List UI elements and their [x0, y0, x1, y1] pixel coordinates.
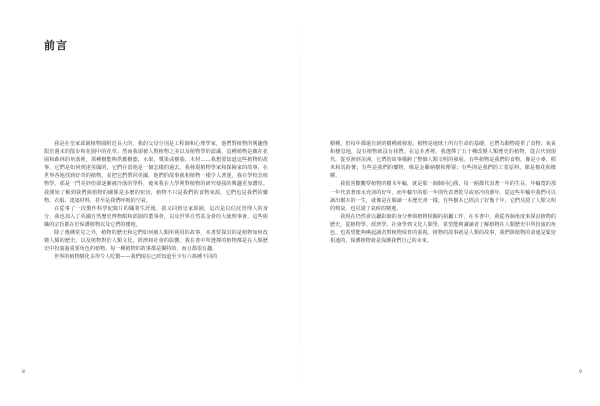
paragraph: 我是在皇家邱園植物園附近長大的，我的父母分別是工程師和心理學家，他們對植物的興趣僅限於週末的散步和花園中的花草。然而我卻被人對植物之美以及植物學的認識，這種植物是藏在花園和森林的角落裡，那種樹能夠供應樹蔭、水果、漿果或樹脂，木材……我想要知道這些植物的故事，它們是如何到達英國的，它們在當地是一個怎樣的過去。我發現植物學家和探險家的故事，在世界各地找到好奇的植物，並把它們帶回英國，他們的故事就和植物一樣令人著迷。我在學校念植物學，那是一門美妙但卻逐漸被冷落的學科，後來我在大學裡對植物的研究使我的興趣更加濃厚。我開始了解到我們與植物的關係是多麼的密切，植物不只是我們的食物來源，它們也是我們的藥物、衣服、建築材料，甚至是我們呼吸的空氣。	[44, 141, 268, 204]
paragraph: 除了幾種常見之外，植物的歷史和它們如何被人類所利用的故事，本書要探討的是植物如何改變人類的歷史，以及植物對於人類文化、經濟和社會的影響。我在書中所選擇的植物都是在人類歷史中扮演過重要角色的植物，每一種植物的故事都是獨特的，而且都很有趣。	[44, 230, 268, 253]
right-page	[300, 0, 600, 406]
page-number-left: 8	[22, 370, 25, 375]
paragraph: 我很喜歡觀察植物的樹木年輪，就是那一個個同心圓，每一圈都代表著一年的生長，年輪寬的那一年代表著雨水充沛的好年，而年輪窄的那一年則代表著乾旱或寒冷的壞年。從這些年輪中我們可以讀出樹木的一生，就像是在閱讀一本歷史書一樣。有些樹木已經活了好幾千年，它們見證了人類文明的興衰，也見證了氣候的變遷。	[330, 181, 556, 212]
paragraph: 樹種，但每年都還有新的樹種被發現。植物是地球上所有生命的基礎，它們為動物提供了食物、氧氣和棲息地，沒有植物就沒有我們。在這本書裡，我選擇了五十種改變人類歷史的植物，從古代到現代，從亞洲到美洲，它們的故事橫跨了整個人類文明的發展。有些植物是我們的食物，像是小麥、稻米和馬鈴薯；有些是我們的藥物，像是金雞納樹和罌粟；有些則是我們的工業原料，像是棉花和橡膠。	[330, 141, 556, 180]
left-body-text	[44, 140, 268, 261]
paragraph: 世界的植物變化多得令人吃驚——我們現在已經知道至少有六萬種不同的	[54, 254, 218, 261]
paragraph: 我現在仍然會以攝影師的身分參與植物相關的拍攝工作，在本書中，我從各個角度來探討植物的歷史，從植物學、經濟學、社會學到文化人類學，希望能夠讓讀者了解植物在人類歷史中所扮演的角色，也希望能夠喚起讀者對植物保育的重視。植物的故事就是人類的故事，我們與植物的命運是緊密相連的，保護植物就是保護我們自己的未來。	[330, 213, 556, 245]
page-number-right: 9	[579, 370, 582, 375]
right-body-text	[330, 140, 556, 245]
chapter-heading: 前言	[44, 39, 68, 52]
paragraph: 在從事了一段製作科學紀錄片的職業生涯後，我又回到皇家邱園，這次是以信託管理人的身分，我也加入了英國自然歷史博物館和邱園的董事會，以及世界自然基金會的大使理事會，這些組織的宗旨都在於保護植物以及它們的棲地。	[44, 205, 268, 228]
